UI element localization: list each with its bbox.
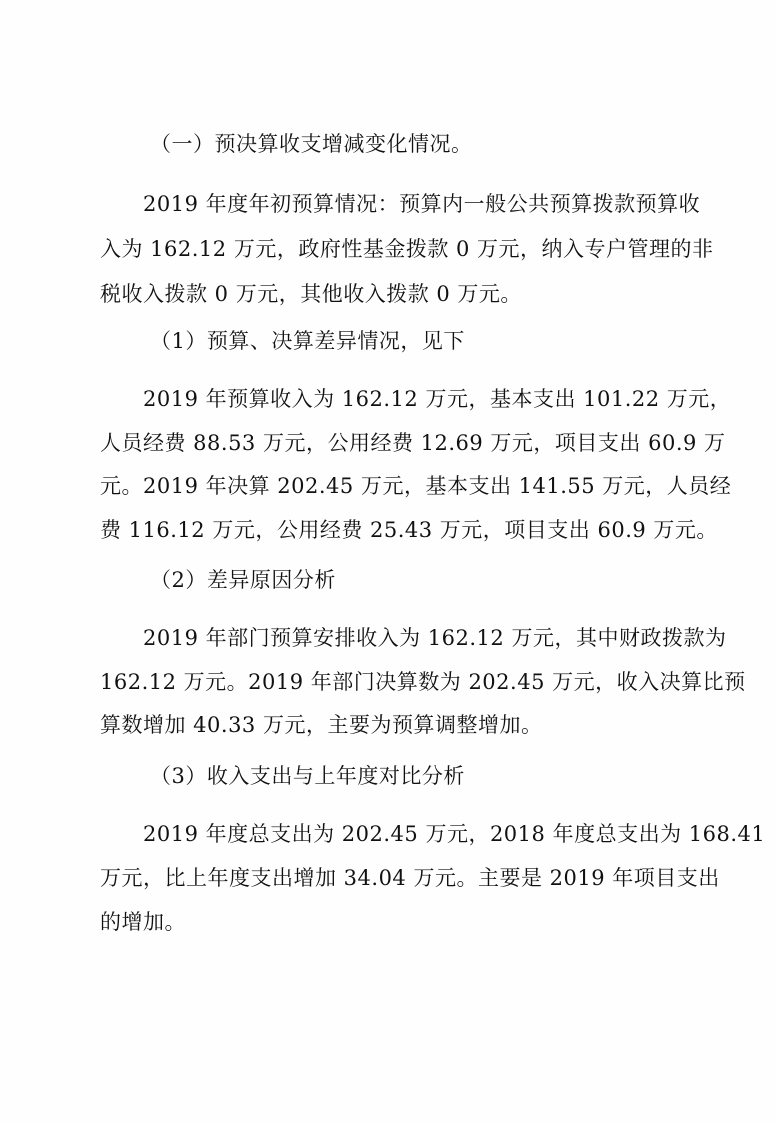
subsection-1-line-2: 人员经费 88.53 万元，公用经费 12.69 万元，项目支出 60.9 万 xyxy=(100,431,726,455)
subsection-3-line-2: 万元，比上年度支出增加 34.04 万元。主要是 2019 年项目支出 xyxy=(100,866,720,890)
intro-line-3: 税收入拨款 0 万元，其他收入拨款 0 万元。 xyxy=(100,282,522,306)
subsection-1-line-4: 费 116.12 万元，公用经费 25.43 万元，项目支出 60.9 万元。 xyxy=(100,518,718,542)
section-heading: （一）预决算收支增减变化情况。 xyxy=(150,132,473,156)
intro-line-1: 2019 年度年初预算情况：预算内一般公共预算拨款预算收 xyxy=(143,192,701,216)
subsection-2-line-2: 162.12 万元。2019 年部门决算数为 202.45 万元，收入决算比预 xyxy=(100,670,746,694)
subsection-3-line-1: 2019 年度总支出为 202.45 万元，2018 年度总支出为 168.41 xyxy=(143,822,766,846)
subsection-2-heading: （2）差异原因分析 xyxy=(150,568,336,592)
subsection-1-heading: （1）预算、决算差异情况，见下 xyxy=(150,329,465,353)
subsection-3-heading: （3）收入支出与上年度对比分析 xyxy=(150,764,465,788)
subsection-1-line-3: 元。2019 年决算 202.45 万元，基本支出 141.55 万元，人员经 xyxy=(100,474,732,498)
intro-line-2: 入为 162.12 万元，政府性基金拨款 0 万元，纳入专户管理的非 xyxy=(100,237,714,261)
subsection-2-line-3: 算数增加 40.33 万元，主要为预算调整增加。 xyxy=(100,713,543,737)
subsection-3-line-3: 的增加。 xyxy=(100,910,186,934)
subsection-1-line-1: 2019 年预算收入为 162.12 万元，基本支出 101.22 万元， xyxy=(143,387,732,411)
subsection-2-line-1: 2019 年部门预算安排收入为 162.12 万元，其中财政拨款为 xyxy=(143,626,727,650)
